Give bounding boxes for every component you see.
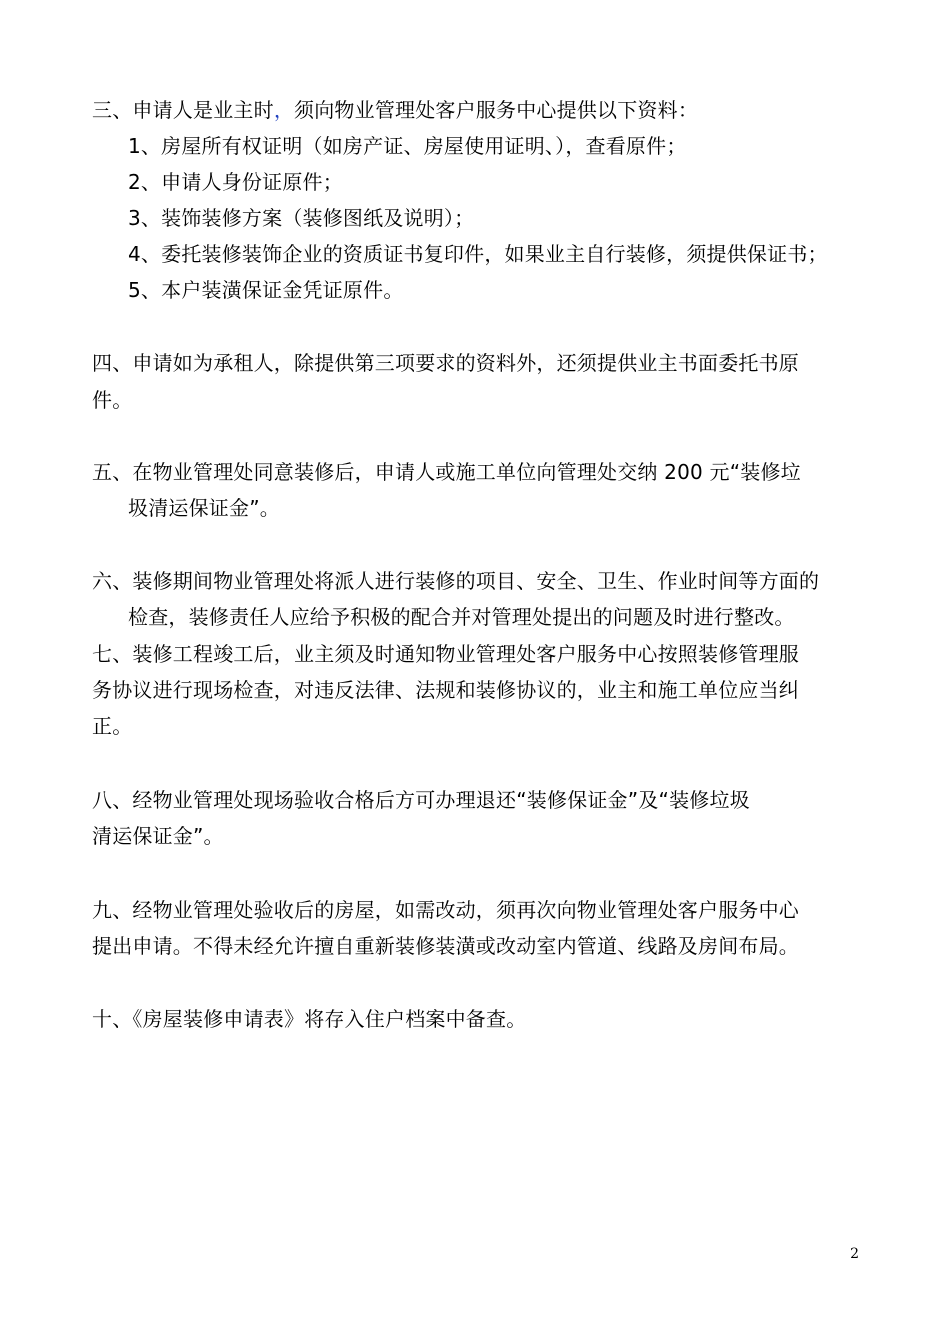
section-3-item-3: 3、装饰装修方案（装修图纸及说明）； <box>128 206 475 230</box>
section-3-item-4: 4、委托装修装饰企业的资质证书复印件，如果业主自行装修，须提供保证书； <box>128 242 828 266</box>
page-number: 2 <box>850 1246 859 1262</box>
section-8-line-1: 八、经物业管理处现场验收合格后方可办理退还“装修保证金”及“装修垃圾 <box>92 788 750 812</box>
section-6-line-1: 六、装修期间物业管理处将派人进行装修的项目、安全、卫生、作业时间等方面的 <box>92 569 820 593</box>
section-10-line-1: 十、《房屋装修申请表》将存入住户档案中备查。 <box>92 1007 527 1031</box>
section-6-line-2: 检查，装修责任人应给予积极的配合并对管理处提出的问题及时进行整改。 <box>128 605 795 629</box>
section-3-item-5: 5、本户装潢保证金凭证原件。 <box>128 278 404 302</box>
section-9-line-2: 提出申请。不得未经允许擅自重新装修装潢或改动室内管道、线路及房间布局。 <box>92 934 799 958</box>
section-8-line-2: 清运保证金”。 <box>92 824 224 848</box>
section-7-line-3: 正。 <box>92 714 133 738</box>
section-3-item-1: 1、房屋所有权证明（如房产证、房屋使用证明、），查看原件； <box>128 134 687 158</box>
section-5-line-2: 圾清运保证金”。 <box>128 496 280 520</box>
section-3-item-2: 2、申请人身份证原件； <box>128 170 343 194</box>
section-9-line-1: 九、经物业管理处验收后的房屋，如需改动，须再次向物业管理处客户服务中心 <box>92 898 799 922</box>
section-5-line-1: 五、在物业管理处同意装修后，申请人或施工单位向管理处交纳 200 元“装修垃 <box>92 460 801 484</box>
section-4-line-2: 件。 <box>92 388 133 412</box>
section-4-line-1: 四、申请如为承租人，除提供第三项要求的资料外，还须提供业主书面委托书原 <box>92 351 799 375</box>
section-7-line-2: 务协议进行现场检查，对违反法律、法规和装修协议的，业主和施工单位应当纠 <box>92 678 799 702</box>
section-3-heading-part-a: 三、申请人是业主时 <box>92 98 274 122</box>
section-3-heading <box>92 97 698 123</box>
section-3-heading-comma: ， <box>273 98 295 122</box>
section-3-heading-part-b: 须向物业管理处客户服务中心提供以下资料： <box>294 98 699 122</box>
section-7-line-1: 七、装修工程竣工后，业主须及时通知物业管理处客户服务中心按照装修管理服 <box>92 642 799 666</box>
